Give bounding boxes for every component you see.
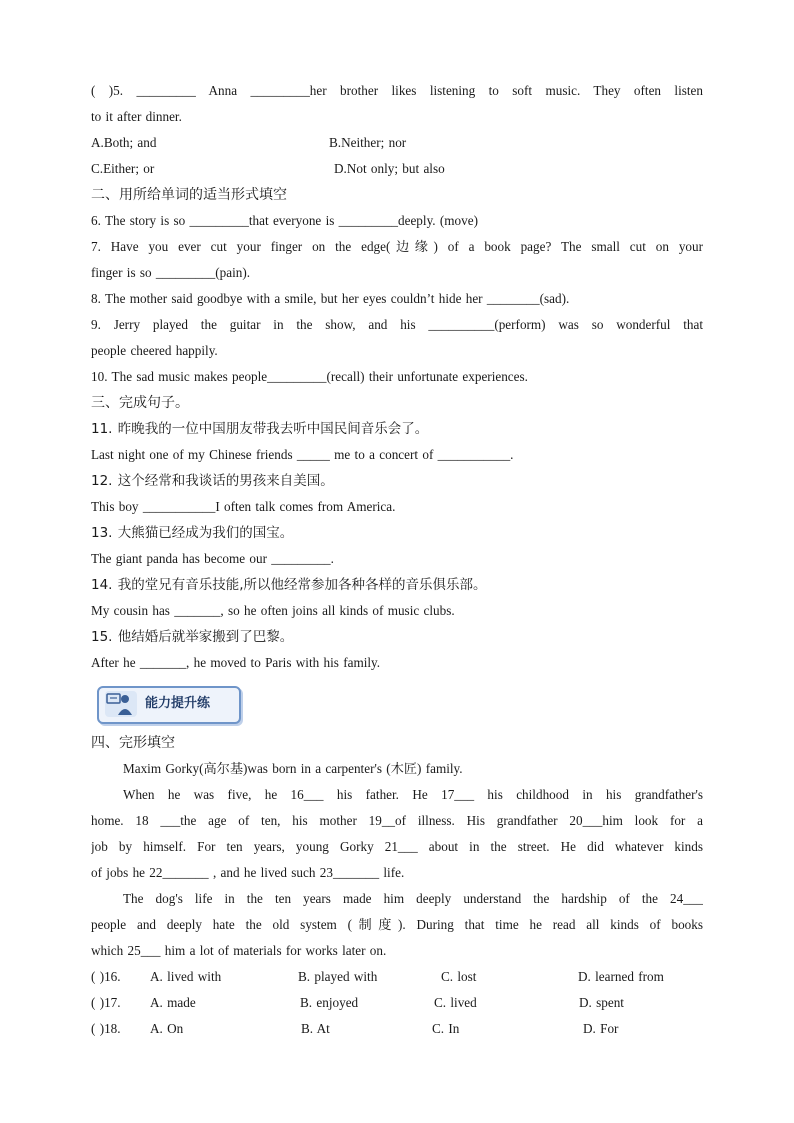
q17-option-c: C. lived xyxy=(434,995,477,1010)
q9-line-1: 9. Jerry played the guitar in the show, and his __________(perform) was so wonderful that xyxy=(91,317,703,332)
q11-chinese: 11. 昨晚我的一位中国朋友带我去听中国民间音乐会了。 xyxy=(91,421,429,437)
q6-line: 6. The story is so _________that everyone is _________deeply. (move) xyxy=(91,213,478,228)
section-3-title: 三、完成句子。 xyxy=(91,395,189,411)
ability-banner xyxy=(97,686,241,724)
q13-chinese: 13. 大熊猫已经成为我们的国宝。 xyxy=(91,525,294,541)
passage-line-1: Maxim Gorky(高尔基)was born in a carpenter's (木匠) family. xyxy=(123,761,463,776)
q17-option-b: B. enjoyed xyxy=(300,995,359,1010)
q16-option-b: B. played with xyxy=(298,969,378,984)
q14-english: My cousin has _______, so he often joins all kinds of music clubs. xyxy=(91,603,455,618)
q16-options xyxy=(91,964,703,990)
q15-chinese: 15. 他结婚后就举家搬到了巴黎。 xyxy=(91,629,294,645)
q5-options-row-1 xyxy=(91,130,703,156)
q16-option-c: C. lost xyxy=(441,969,477,984)
q18-options xyxy=(91,1016,703,1042)
q18-option-a: A. On xyxy=(150,1021,184,1036)
q5-option-a: A.Both; and xyxy=(91,135,157,150)
q14-chinese: 14. 我的堂兄有音乐技能,所以他经常参加各种各样的音乐俱乐部。 xyxy=(91,577,487,593)
q16-option-d: D. learned from xyxy=(578,969,664,984)
passage-line-7: people and deeply hate the old system (制度). During that time he read all kinds of books xyxy=(91,917,703,932)
q9-line-2: people cheered happily. xyxy=(91,343,218,358)
q5-line-2: to it after dinner. xyxy=(91,109,182,124)
q12-chinese: 12. 这个经常和我谈话的男孩来自美国。 xyxy=(91,473,334,489)
q5-option-d: D.Not only; but also xyxy=(334,161,445,176)
q5-options-row-2 xyxy=(91,156,703,182)
q7-line-2: finger is so _________(pain). xyxy=(91,265,251,280)
q5-option-b: B.Neither; nor xyxy=(329,135,407,150)
q7-line-1: 7. Have you ever cut your finger on the edge(边缘) of a book page? The small cut on your xyxy=(91,239,703,254)
section-2-title: 二、用所给单词的适当形式填空 xyxy=(91,187,287,203)
passage-line-6: The dog's life in the ten years made him deeply understand the hardship of the 24___ xyxy=(123,891,703,906)
q18-option-b: B. At xyxy=(301,1021,330,1036)
passage-line-8: which 25___ him a lot of materials for works later on. xyxy=(91,943,387,958)
q18-option-d: D. For xyxy=(583,1021,619,1036)
q10-line: 10. The sad music makes people_________(recall) their unfortunate experiences. xyxy=(91,369,528,384)
q5-option-c: C.Either; or xyxy=(91,161,155,176)
q17-option-d: D. spent xyxy=(579,995,624,1010)
q16-option-a: A. lived with xyxy=(150,969,222,984)
ability-banner-row xyxy=(91,676,703,730)
q18-option-c: C. In xyxy=(432,1021,460,1036)
ability-banner-label: 能力提升练 xyxy=(145,696,211,711)
q12-english: This boy ___________I often talk comes from America. xyxy=(91,499,396,514)
q13-english: The giant panda has become our _________. xyxy=(91,551,334,566)
worksheet-page xyxy=(91,78,703,1042)
q15-english: After he _______, he moved to Paris with his family. xyxy=(91,655,381,670)
q16-number: ( )16. xyxy=(91,969,121,984)
q17-option-a: A. made xyxy=(150,995,196,1010)
passage-line-3: home. 18 ___the age of ten, his mother 19__of illness. His grandfather 20___him look for a xyxy=(91,813,703,828)
q11-english: Last night one of my Chinese friends _____ me to a concert of ___________. xyxy=(91,447,514,462)
passage-line-4: job by himself. For ten years, young Gorky 21___ about in the street. He did whatever kinds xyxy=(91,839,703,854)
passage-line-5: of jobs he 22_______ , and he lived such 23_______ life. xyxy=(91,865,405,880)
q17-options xyxy=(91,990,703,1016)
section-4-title: 四、完形填空 xyxy=(91,735,175,751)
q18-number: ( )18. xyxy=(91,1021,121,1036)
teacher-icon xyxy=(105,691,137,717)
passage-line-2: When he was five, he 16___ his father. He 17___ his childhood in his grandfather's xyxy=(123,787,703,802)
q17-number: ( )17. xyxy=(91,995,121,1010)
q8-line: 8. The mother said goodbye with a smile, but her eyes couldn’t hide her ________(sad). xyxy=(91,291,570,306)
q5-line-1: ( )5. _________ Anna _________her brother likes listening to soft music. They often listen xyxy=(91,83,703,98)
